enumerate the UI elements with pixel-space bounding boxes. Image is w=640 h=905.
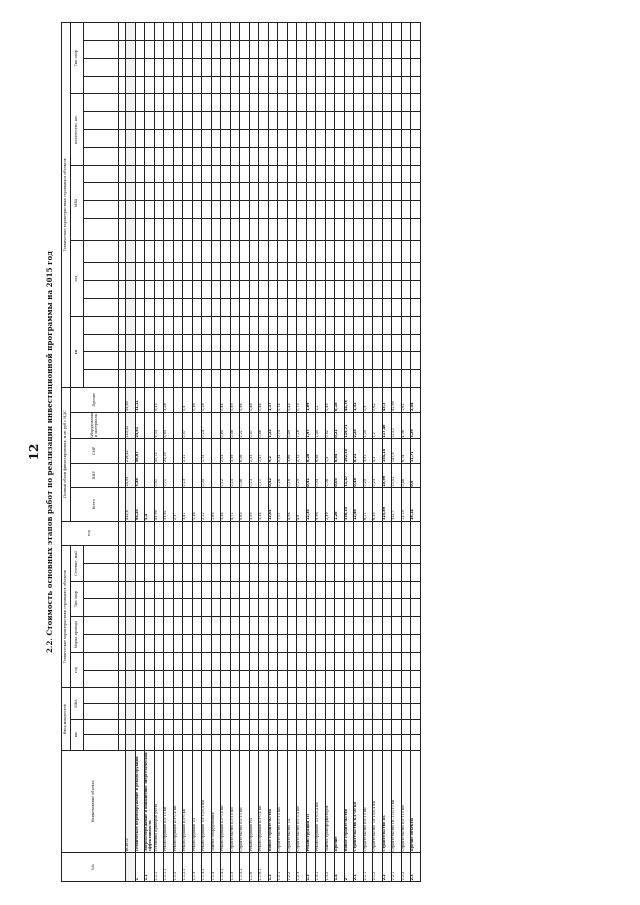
cell-oborud: 0,57 [183, 412, 193, 439]
cell-pir: 10,99 [382, 463, 392, 487]
cell-prochie: 41,69 [392, 388, 402, 413]
row-name: Строительство ТП [287, 750, 297, 852]
col-count-b: количество, шт. [71, 94, 84, 165]
row-name: Строительство ПС [382, 750, 392, 852]
cell-oborud: 1,45 [316, 412, 326, 439]
cell-smr: 154,14 [382, 439, 392, 463]
table-header [62, 23, 126, 882]
cell-total: 12,35 [306, 488, 316, 521]
cell-total: 2,39 [325, 488, 335, 521]
table-row [335, 23, 345, 882]
table-row [145, 23, 155, 882]
cell-oborud: 2,21 [240, 412, 250, 439]
row-name: Энергосбережение и повышение энергетической эффективности [145, 750, 155, 852]
row-name: Прочие объекты [411, 750, 421, 852]
table-row [268, 23, 278, 882]
cell-prochie: 0,9 [363, 388, 373, 413]
cell-total: 3,44 [221, 488, 231, 521]
row-number: 1.1.3 [192, 853, 202, 882]
cell-oborud: 0,85 [221, 412, 231, 439]
cell-oborud: 0,52 [325, 412, 335, 439]
cell-smr: 4,3 [373, 439, 383, 463]
col-year-a: год [71, 652, 84, 688]
page-number: 12 [27, 443, 41, 461]
cell-smr: 11,71 [411, 439, 421, 463]
row-name: Строительство ВЛ-110 кВ [401, 750, 411, 852]
cell-total: 0,36 [192, 488, 202, 521]
cell-oborud: 1,05 [363, 412, 373, 439]
row-number: 2.1 [354, 853, 364, 882]
row-number: 1.1 [145, 853, 155, 882]
col-total: Всего [71, 488, 119, 521]
cell-oborud: 0,73 [278, 412, 288, 439]
row-name: Новое строительство [344, 750, 354, 852]
cell-oborud: 119,71 [344, 412, 354, 439]
table-row [278, 23, 288, 882]
cell-pir [145, 463, 155, 487]
cell-smr: 162,35 [344, 439, 354, 463]
cell-prochie: 0,18 [202, 388, 212, 413]
row-number: 1.1.5.1 [240, 853, 250, 882]
cell-pir: 0,91 [154, 463, 164, 487]
cell-prochie: 55,89 [126, 388, 136, 413]
row-name: Строительство КЛ-10 кВ [278, 750, 288, 852]
col-type-a: Тип опор [71, 581, 84, 617]
cell-prochie: 1,69 [306, 388, 316, 413]
row-number: 1.2.1 [278, 853, 288, 882]
col-mva: МВА [71, 688, 84, 719]
cell-smr: 147,4 [392, 439, 402, 463]
row-name: Строительство ВЛ-0,4 кВ [297, 750, 307, 852]
cell-pir: 0,05 [202, 463, 212, 487]
row-number: 1.1.2 [173, 853, 183, 882]
table-row [249, 23, 259, 882]
row-name: Техническое перевооружение и реконструкция [135, 750, 145, 852]
cell-pir: 0,71 [164, 463, 174, 487]
row-name: Замена трансформаторов [325, 750, 335, 852]
cell-smr: 1,75 [202, 439, 212, 463]
cell-total: 18,14 [411, 488, 421, 521]
cell-total: 9,63 [240, 488, 250, 521]
cell-pir: 0,23 [373, 463, 383, 487]
table-row [354, 23, 364, 882]
cell-prochie: 0,36 [192, 388, 202, 413]
cell-smr: 6,06 [240, 439, 250, 463]
row-name: Реконструкция ТП [306, 750, 316, 852]
cell-total: 3,54 [259, 488, 269, 521]
cell-smr: 8,28 [306, 439, 316, 463]
table-row [344, 23, 354, 882]
cell-pir: 10,51 [392, 463, 402, 487]
cell-pir: 0,12 [221, 463, 231, 487]
cell-oborud: 0,38 [230, 412, 240, 439]
col-name: Наименование объекта [62, 750, 126, 852]
row-number: 2 [344, 853, 354, 882]
row-name: ВСЕГО: [126, 750, 136, 852]
cell-pir: 0,41 [306, 463, 316, 487]
row-number: 1.1.6.1 [259, 853, 269, 882]
cell-smr: 6,98 [316, 439, 326, 463]
cell-smr: 5,34 [278, 439, 288, 463]
cell-smr: 3,86 [287, 439, 297, 463]
cell-pir: 0,42 [268, 463, 278, 487]
table-row [316, 23, 326, 882]
cell-total: 2,12 [202, 488, 212, 521]
group-feasibility-left: Технические характеристики строящихся объектов [62, 546, 71, 688]
cell-pir: 0,13 [183, 463, 193, 487]
cell-oborud [145, 412, 155, 439]
cell-total: 9,96 [316, 488, 326, 521]
group-vvod: Ввод мощностей [62, 688, 71, 750]
row-number: 1.2.2 [287, 853, 297, 882]
cell-prochie: 0,48 [259, 388, 269, 413]
cell-pir: 0,08 [325, 463, 335, 487]
row-name: Новое строительство [268, 750, 278, 852]
cell-oborud: 0,47 [249, 412, 259, 439]
row-name: Строительство КЛ-10 кВ [230, 750, 240, 852]
cell-prochie: 5,33 [154, 388, 164, 413]
cell-oborud: 0,21 [335, 412, 345, 439]
cell-smr: 0,84 [335, 439, 345, 463]
cell-pir: 0,33 [316, 463, 326, 487]
cell-smr: 30,72 [154, 439, 164, 463]
cell-prochie: 0,74 [278, 388, 288, 413]
cell-total: 325,89 [382, 488, 392, 521]
row-name: Реконструкция ВЛ-0,4 кВ [259, 750, 269, 852]
col-pir: ПИР [71, 463, 119, 487]
cell-prochie: 1,52 [354, 388, 364, 413]
cell-pir: 0,38 [240, 463, 250, 487]
row-number: 2.2 [382, 853, 392, 882]
cell-pir: 3,46 [135, 463, 145, 487]
row-number: 1.1.1.1 [164, 853, 174, 882]
cell-total: 1,85 [211, 488, 221, 521]
cell-total: 7,07 [278, 488, 288, 521]
table-row [202, 23, 212, 882]
cell-pir: 11,47 [344, 463, 354, 487]
table-row [411, 23, 421, 882]
cell-total: 94,25 [135, 488, 145, 521]
cell-total: 12,01 [268, 488, 278, 521]
cell-prochie: 0,18 [335, 388, 345, 413]
row-name: Реконструкция ТП [192, 750, 202, 852]
cell-oborud: 5,63 [164, 412, 174, 439]
cell-total: 4,8 [297, 488, 307, 521]
row-name: Установка приборов учета [154, 750, 164, 852]
col-year: год [62, 521, 119, 545]
cell-pir: 0,11 [259, 463, 269, 487]
cell-prochie [145, 388, 155, 413]
row-number: 1 [135, 853, 145, 882]
cell-oborud: 0,49 [287, 412, 297, 439]
table-row [306, 23, 316, 882]
cell-pir: 0,03 [335, 463, 345, 487]
table-row [297, 23, 307, 882]
cell-total: 6,11 [363, 488, 373, 521]
row-number: 1.3.1 [316, 853, 326, 882]
cell-total: 312,7 [392, 488, 402, 521]
cell-oborud: 1,16 [297, 412, 307, 439]
table-body [126, 23, 421, 882]
cell-oborud: 1,97 [306, 412, 316, 439]
cell-oborud: 2,25 [354, 412, 364, 439]
cell-prochie: 0,62 [373, 388, 383, 413]
cell-oborud: 4,36 [401, 412, 411, 439]
col-mva-b: МВА [71, 165, 84, 241]
table-row [287, 23, 297, 882]
cell-total: 6,35 [373, 488, 383, 521]
row-name: Реконструкция ТП-10/0,4 кВ [202, 750, 212, 852]
table-row [183, 23, 193, 882]
row-number: 2.1.1 [363, 853, 373, 882]
cell-smr: 24,19 [164, 439, 174, 463]
cell-smr: 3,91 [363, 439, 373, 463]
row-number: 2.3 [411, 853, 421, 882]
row-number: 1.1.3.1 [202, 853, 212, 882]
cell-oborud: 3,29 [411, 412, 421, 439]
col-year-b: год [71, 241, 84, 317]
row-name: Строительство ПС 110/10 кВ [392, 750, 402, 852]
investment-table [61, 22, 421, 882]
row-name: Реконструкция ВЛ-10 кВ [164, 750, 174, 852]
cell-prochie: 11,11 [135, 388, 145, 413]
table-row [192, 23, 202, 882]
row-number: 2.2.1 [392, 853, 402, 882]
cell-smr: 2,21 [183, 439, 193, 463]
table-row [126, 23, 136, 882]
row-number [126, 853, 136, 882]
cell-total: 4,71 [230, 488, 240, 521]
cell-total: 2,3 [173, 488, 183, 521]
col-km-b: км [71, 316, 84, 387]
row-number: 1.2 [268, 853, 278, 882]
cell-prochie: 0,5 [183, 388, 193, 413]
table-row [230, 23, 240, 882]
cell-smr: 2,72 [297, 439, 307, 463]
cell-oborud: 9,03 [154, 412, 164, 439]
cell-total: 13,19 [401, 488, 411, 521]
cell-total: 4,94 [287, 488, 297, 521]
row-name: Реконструкция РП [249, 750, 259, 852]
row-name: Реконструкция ВЛ-6 кВ [183, 750, 193, 852]
row-number: 2.1.2 [373, 853, 383, 882]
cell-oborud: 1,22 [268, 412, 278, 439]
cell-pir: 0,13 [249, 463, 259, 487]
group-feasibility-right: Технические характеристики строящихся объектов [62, 23, 71, 388]
row-name: Реконструкция КЛ-0,4 кВ [221, 750, 231, 852]
cell-prochie: 0,43 [287, 388, 297, 413]
row-name: Прочие [335, 750, 345, 852]
cell-prochie: 0,98 [240, 388, 250, 413]
cell-smr: 1,3 [325, 439, 335, 463]
cell-smr: 218,42 [126, 439, 136, 463]
cell-pir: 14,93 [126, 463, 136, 487]
cell-smr: 6,74 [401, 439, 411, 463]
table-row [363, 23, 373, 882]
row-name: Строительство ВЛ-10 кВ [240, 750, 250, 852]
cell-total: 33,81 [164, 488, 174, 521]
cell-smr: 9,2 [268, 439, 278, 463]
cell-total: 338,35 [344, 488, 354, 521]
row-number: 1.1.5 [230, 853, 240, 882]
cell-smr: 8,21 [354, 439, 364, 463]
row-number: 1.3 [306, 853, 316, 882]
cell-prochie: 2,54 [411, 388, 421, 413]
row-number: 1.1.6 [249, 853, 259, 882]
row-number: 1.1.2.1 [183, 853, 193, 882]
cell-oborud: 143,32 [126, 412, 136, 439]
row-number: 1.1.1 [154, 853, 164, 882]
row-number: 1.1.4.1 [221, 853, 231, 882]
table-row [211, 23, 221, 882]
cell-total: 45,99 [154, 488, 164, 521]
col-type-b: Тип опор [71, 23, 84, 94]
table-row [373, 23, 383, 882]
col-oborud: Оборудование и материалы [71, 412, 119, 439]
cell-oborud: 0,48 [259, 412, 269, 439]
row-name: Строительство ВЛ-10 кВ [363, 750, 373, 852]
row-name: Строительство ТП-10/0,4 кВ [373, 750, 383, 852]
cell-pir: 0,6 [411, 463, 421, 487]
col-mark-a: Марка провода [71, 617, 84, 653]
cell-pir: 0,19 [297, 463, 307, 487]
document-title: 2.2. Стоимость основных этапов работ по реализации инвестиционной программы на 2015 год [45, 250, 54, 654]
cell-pir: 0,48 [401, 463, 411, 487]
cell-total: 3,59 [249, 488, 259, 521]
row-name: Строительство КЛ-10 кВ [354, 750, 364, 852]
col-km: км [71, 719, 84, 750]
cell-prochie: 44,78 [344, 388, 354, 413]
row-number: 1.2.3 [297, 853, 307, 882]
col-num: №№ [62, 853, 126, 882]
cell-prochie: 0,46 [249, 388, 259, 413]
row-name: Реконструкция ТП-6/0,4 кВ [316, 750, 326, 852]
cell-smr: 3,59 [230, 439, 240, 463]
row-name: Замена оборудования [211, 750, 221, 852]
cell-prochie: 43,3 [382, 388, 392, 413]
table-row [173, 23, 183, 882]
group-finance: Полный объем финансирования, млн. руб с НДС [62, 388, 71, 522]
table-row [259, 23, 269, 882]
cell-total: 12,46 [354, 488, 364, 521]
investment-table-wrapper [61, 22, 613, 882]
cell-prochie: 0,59 [230, 388, 240, 413]
cell-smr: 56,07 [135, 439, 145, 463]
cell-oborud: 1,2 [373, 412, 383, 439]
col-prochie: Прочие [71, 388, 119, 413]
table-row [164, 23, 174, 882]
cell-smr [145, 439, 155, 463]
cell-pir: 0,26 [278, 463, 288, 487]
cell-prochie: 1,17 [268, 388, 278, 413]
row-number: 1.4 [335, 853, 345, 882]
cell-pir: 0,25 [363, 463, 373, 487]
cell-prochie: 1,2 [316, 388, 326, 413]
cell-pir: 0,15 [230, 463, 240, 487]
cell-total: 1,26 [335, 488, 345, 521]
col-sech-a: Сечение, мм2 [71, 546, 84, 582]
table-row [325, 23, 335, 882]
cell-prochie: 3,28 [164, 388, 174, 413]
row-number: 2.2.2 [401, 853, 411, 882]
table-row [221, 23, 231, 882]
cell-prochie: 0,44 [221, 388, 231, 413]
row-number: 1.3.2 [325, 853, 335, 882]
cell-oborud: 117,46 [382, 412, 392, 439]
cell-smr: 2,03 [221, 439, 231, 463]
cell-oborud: 23,61 [135, 412, 145, 439]
cell-smr: 2,53 [249, 439, 259, 463]
row-name: Реконструкция ВЛ-0,4 кВ [173, 750, 183, 852]
cell-prochie: 0,73 [297, 388, 307, 413]
cell-oborud: 0,14 [202, 412, 212, 439]
cell-pir: 0,16 [287, 463, 297, 487]
cell-pir: 0,48 [354, 463, 364, 487]
row-number: 1.1.4 [211, 853, 221, 882]
cell-smr: 2,47 [259, 439, 269, 463]
cell-total: 5,4 [145, 488, 155, 521]
cell-prochie: 0,49 [325, 388, 335, 413]
col-smr: СМР [71, 439, 119, 463]
table-row [240, 23, 250, 882]
cell-total: 432,6 [126, 488, 136, 521]
document-page [25, 22, 615, 882]
cell-oborud: 113,1 [392, 412, 402, 439]
cell-total: 3,41 [183, 488, 193, 521]
table-row [392, 23, 402, 882]
cell-prochie: 1,61 [401, 388, 411, 413]
